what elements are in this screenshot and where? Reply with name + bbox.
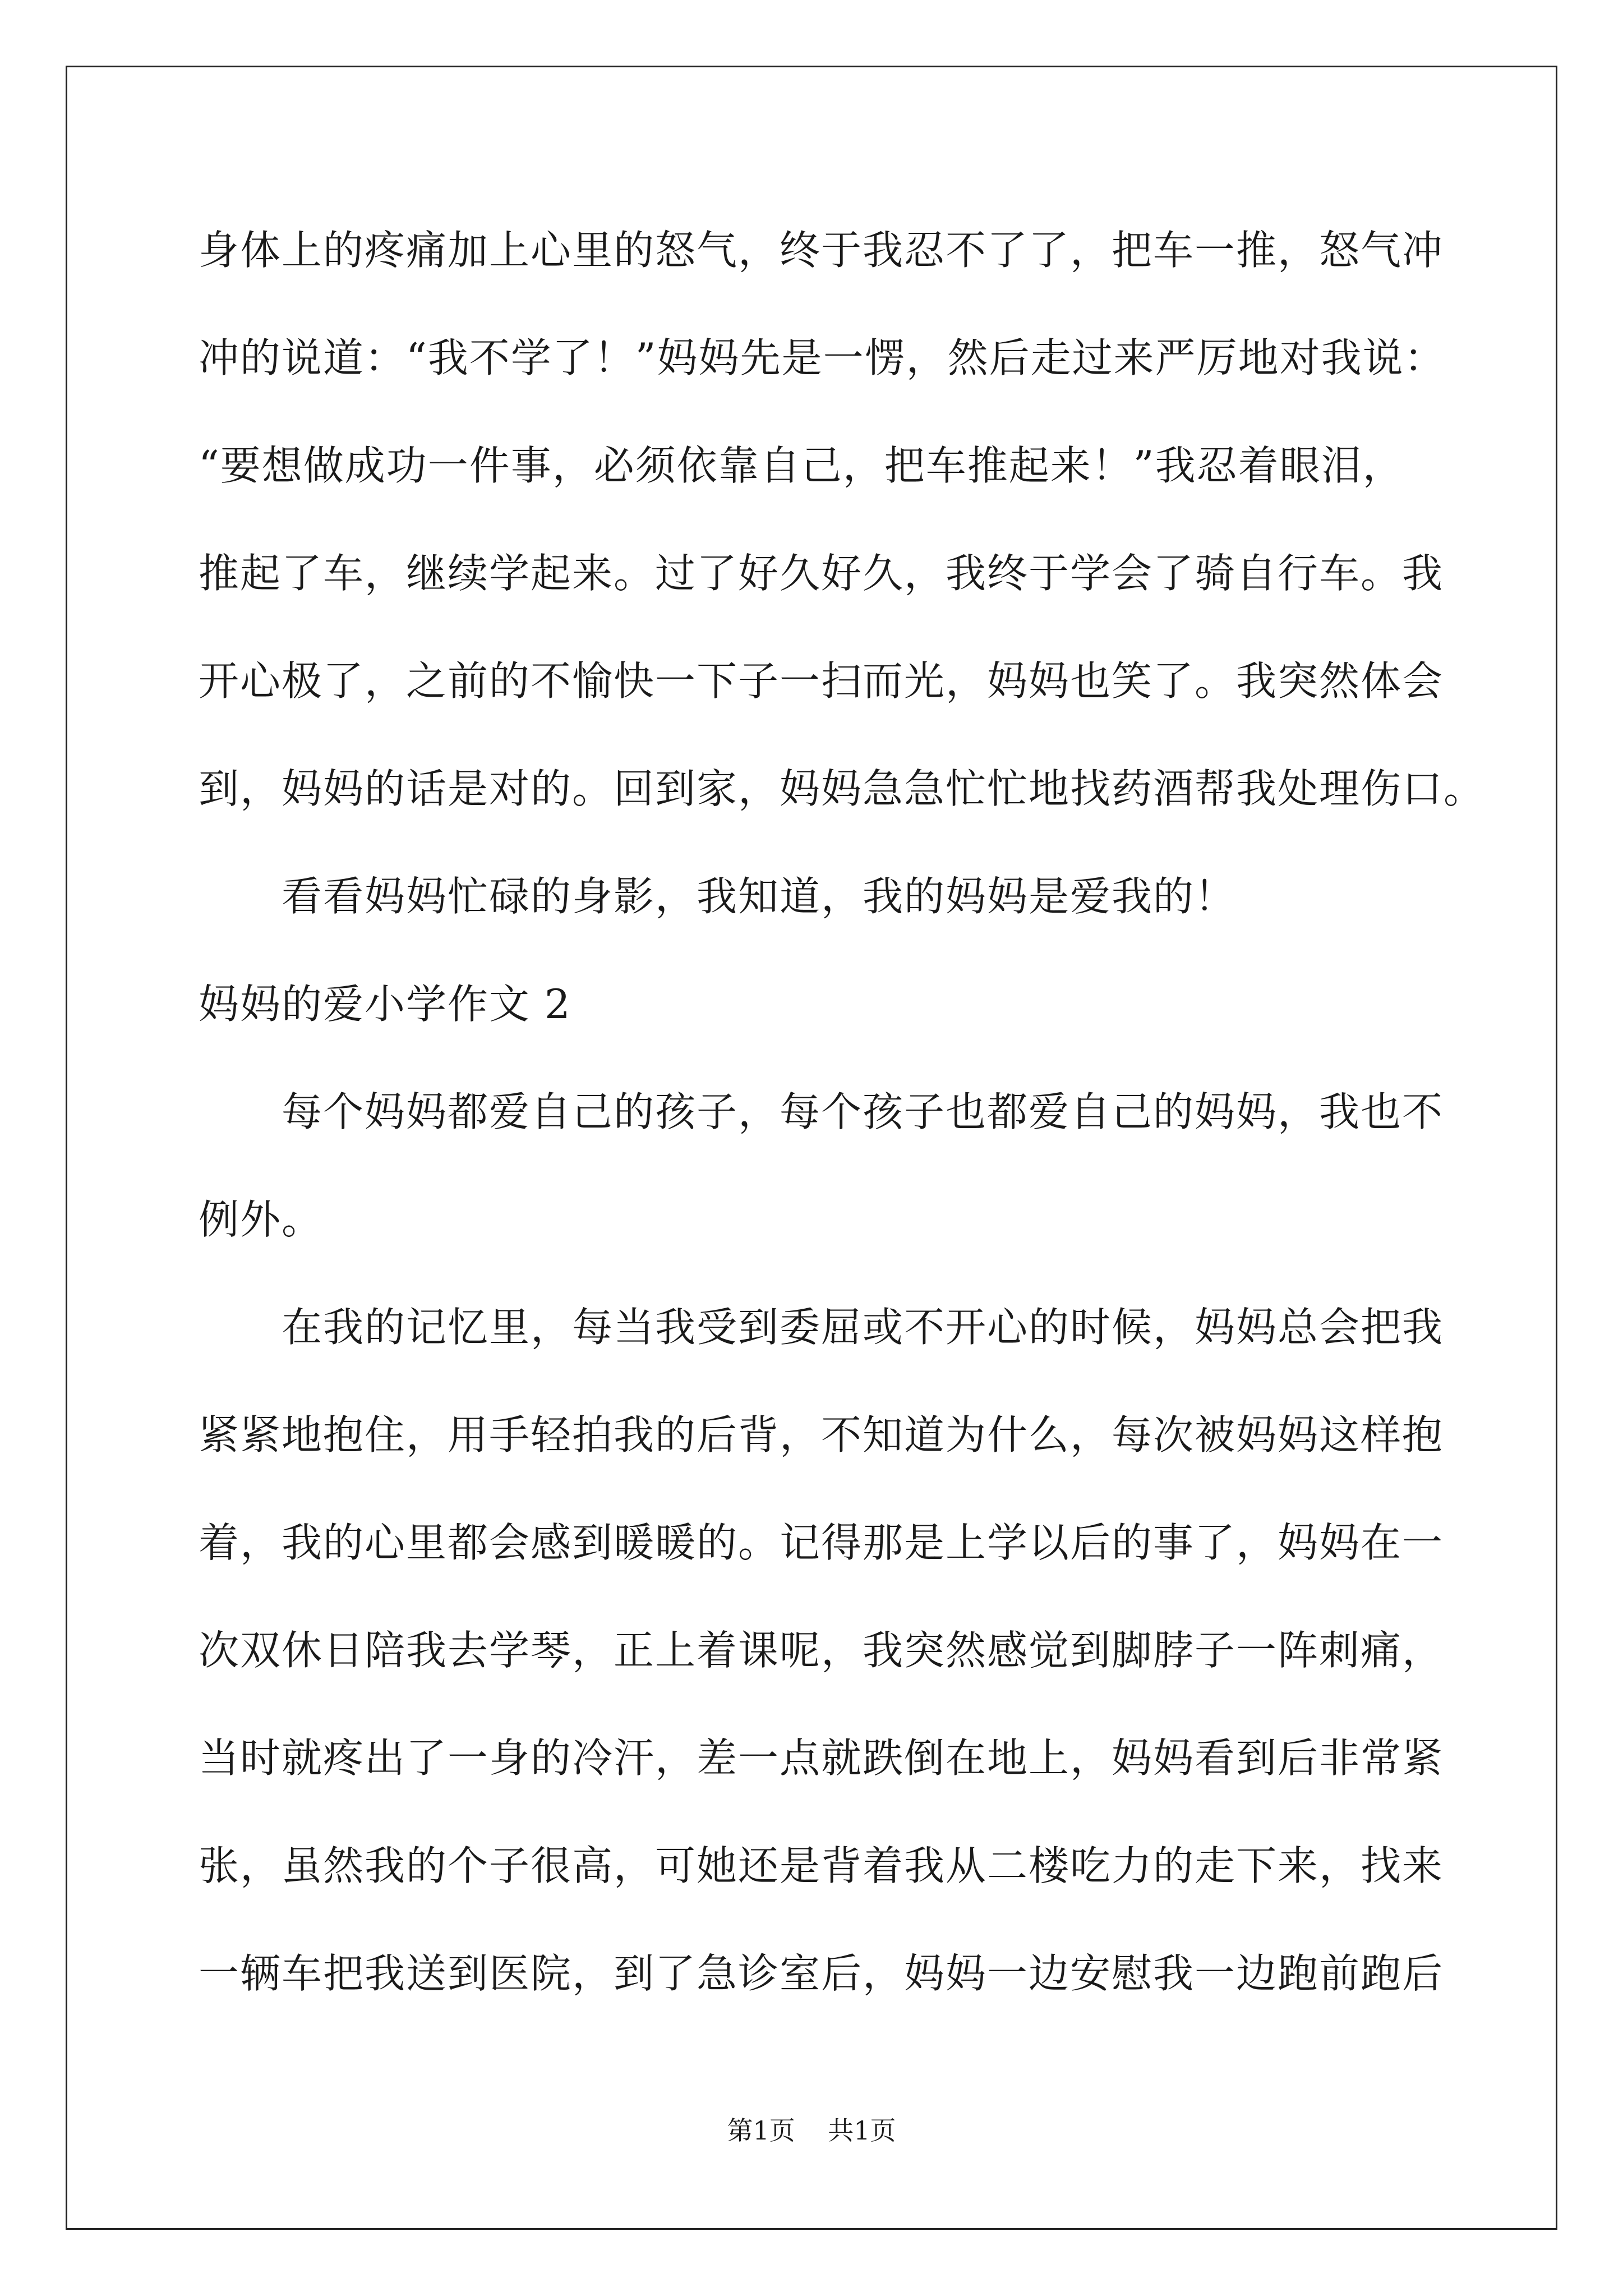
text-line: 身体上的疼痛加上心里的怒气，终于我忍不了了，把车一推，怒气冲	[199, 227, 1444, 274]
text-line: 次双休日陪我去学琴，正上着课呢，我突然感觉到脚脖子一阵刺痛，	[199, 1627, 1444, 1674]
text-line: 到，妈妈的话是对的。回到家，妈妈急急忙忙地找药酒帮我处理伤口。	[199, 765, 1486, 812]
text-line: 张，虽然我的个子很高，可她还是背着我从二楼吃力的走下来，找来	[199, 1842, 1444, 1889]
text-line: 开心极了，之前的不愉快一下子一扫而光，妈妈也笑了。我突然体会	[199, 657, 1444, 705]
page-footer	[0, 2114, 1623, 2147]
text-line: 当时就疼出了一身的冷汗，差一点就跌倒在地上，妈妈看到后非常紧	[199, 1734, 1444, 1782]
text-line: 冲的说道：“我不学了！”妈妈先是一愣，然后走过来严厉地对我说：	[199, 334, 1446, 381]
text-line: 一辆车把我送到医院，到了急诊室后，妈妈一边安慰我一边跑前跑后	[199, 1950, 1444, 1997]
paragraph-start-line: 在我的记忆里，每当我受到委屈或不开心的时候，妈妈总会把我	[282, 1304, 1444, 1351]
paragraph-start-line: 每个妈妈都爱自己的孩子，每个孩子也都爱自己的妈妈，我也不	[282, 1088, 1444, 1135]
section-heading: 妈妈的爱小学作文 2	[199, 981, 571, 1028]
page-number-total: 共1页	[828, 2115, 896, 2146]
page-number-current: 第1页	[727, 2115, 795, 2146]
text-line: 推起了车，继续学起来。过了好久好久，我终于学会了骑自行车。我	[199, 550, 1444, 597]
footer-spacer	[795, 2115, 828, 2146]
paragraph-start-line: 看看妈妈忙碌的身影，我知道，我的妈妈是爱我的！	[282, 873, 1237, 920]
document-body	[199, 196, 1486, 2027]
text-line: 着，我的心里都会感到暖暖的。记得那是上学以后的事了，妈妈在一	[199, 1519, 1444, 1566]
text-line: 紧紧地抱住，用手轻拍我的后背，不知道为什么，每次被妈妈这样抱	[199, 1411, 1444, 1458]
text-line: 例外。	[199, 1196, 324, 1243]
text-line: “要想做成功一件事，必须依靠自己，把车推起来！”我忍着眼泪，	[199, 442, 1404, 489]
